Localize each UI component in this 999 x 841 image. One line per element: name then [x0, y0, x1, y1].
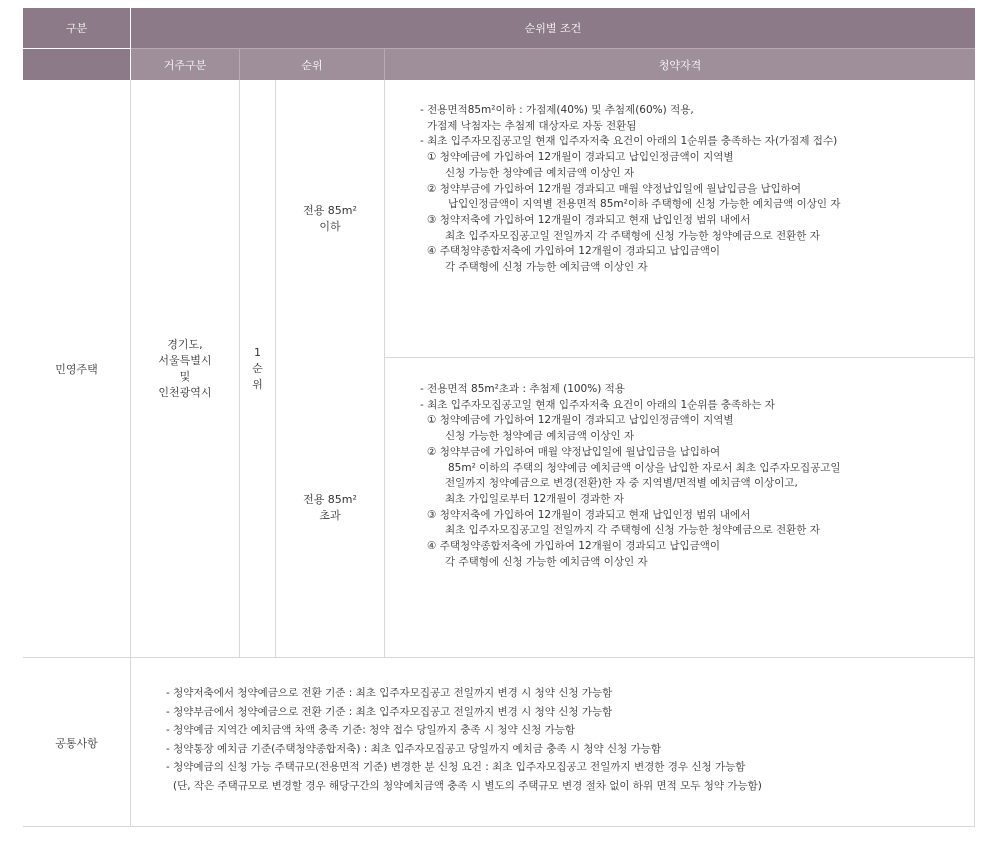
size-label: 초과: [319, 508, 341, 522]
header-row-divider: [131, 48, 975, 49]
qual-line: ① 청약예금에 가입하여 12개월이 경과되고 납입인정금액이 지역별: [427, 414, 734, 427]
qual-line: - 전용면적 85m²초과 : 추첨제 (100%) 적용: [420, 383, 625, 395]
rank-char: 순: [252, 361, 263, 375]
common-line: - 청약부금에서 청약예금으로 전환 기준 : 최초 입주자모집공고 전일까지 변경 시 청약 신청 가능함: [166, 705, 613, 718]
grid-line: [974, 80, 975, 827]
common-line: - 청약통장 예치금 기준(주택청약종합저축) : 최초 입주자모집공고 당일까지 예치금 충족 시 청약 신청 가능함: [166, 742, 662, 755]
common-label-text: 공통사항: [55, 736, 98, 750]
qual-line: ③ 청약저축에 가입하여 12개월이 경과되고 현재 납입인정 범위 내에서: [427, 213, 751, 226]
common-line: - 청약예금 지역간 예치금액 차액 충족 기준: 청약 접수 당일까지 충족 시 청약 신청 가능함: [166, 724, 576, 737]
region-line: 인천광역시: [158, 385, 212, 399]
grid-line: [384, 80, 385, 658]
common-line: (단, 작은 주택규모로 변경할 경우 해당구간의 청약예치금액 충족 시 별도의 주택규모 변경 절차 없이 하위 면적 모두 청약 가능함): [173, 779, 762, 792]
header-divider: [130, 8, 131, 80]
header-residence: [131, 49, 239, 80]
common-line: - 청약예금의 신청 가능 주택규모(전용면적 기준) 변경한 분 신청 요건 : 최초 입주자모집공고 전일까지 변경한 경우 신청 가능함: [166, 761, 746, 774]
qual-line: 전일까지 청약예금으로 변경(전환)한 자 중 지역별/면적별 예치금액 이상이고,: [445, 477, 798, 490]
rank-cell: [240, 80, 275, 657]
qual-line: - 최초 입주자모집공고일 현재 입주자저축 요건이 아래의 1순위를 충족하는 자: [420, 398, 775, 411]
region-line: 및: [179, 369, 191, 383]
qual-line: ③ 청약저축에 가입하여 12개월이 경과되고 현재 납입인정 범위 내에서: [427, 508, 751, 521]
region-line: 경기도,: [167, 337, 203, 351]
grid-line: [23, 826, 975, 827]
grid-line: [275, 80, 276, 658]
qual-line: ④ 주택청약종합저축에 가입하여 12개월이 경과되고 납입금액이: [427, 540, 721, 553]
size-label: 전용 85m²: [303, 203, 357, 217]
header-rank: [240, 49, 384, 80]
grid-line: [239, 80, 240, 658]
region-text: [158, 337, 211, 401]
private-housing-text: 민영주택: [55, 362, 98, 376]
size-under-85-text: [303, 203, 357, 235]
qual-line: ④ 주택청약종합저축에 가입하여 12개월이 경과되고 납입금액이: [427, 245, 721, 258]
header-conditions: [131, 8, 975, 48]
header-divider: [384, 49, 385, 80]
qualification-over-85: [420, 382, 841, 570]
header-qualification: [385, 49, 975, 80]
size-over-85-text: [303, 492, 357, 524]
common-content: [166, 684, 762, 796]
grid-line: [130, 80, 131, 827]
qual-line: 최초 입주자모집공고일 전일까지 각 주택형에 신청 가능한 청약예금으로 전환한 자: [445, 524, 820, 537]
subscription-qualification-table: [23, 8, 975, 827]
header-category-label: 구분: [65, 22, 88, 35]
qual-line: 최초 입주자모집공고일 전일까지 각 주택형에 신청 가능한 청약예금으로 전환한 자: [445, 229, 820, 242]
size-label: 전용 85m²: [303, 492, 357, 506]
common-label: [23, 658, 130, 827]
header-conditions-label: 순위별 조건: [524, 22, 582, 35]
qual-line: ② 청약부금에 가입하여 매월 약정납입일에 월납입금을 납입하여: [427, 445, 721, 458]
qual-line: 각 주택형에 신청 가능한 예치금액 이상인 자: [445, 555, 648, 568]
qual-line: ① 청약예금에 가입하여 12개월이 경과되고 납입인정금액이 지역별: [427, 151, 734, 164]
qual-line: - 최초 입주자모집공고일 현재 입주자저축 요건이 아래의 1순위를 충족하는 자(가점제 접수): [420, 135, 838, 148]
header-rank-label: 순위: [301, 58, 323, 72]
qualification-under-85: [420, 103, 841, 276]
region-cell: [131, 80, 239, 657]
private-housing-label: [23, 80, 130, 657]
common-line: - 청약저축에서 청약예금으로 전환 기준 : 최초 입주자모집공고 전일까지 변경 시 청약 신청 가능함: [166, 687, 613, 699]
qual-line: 신청 가능한 청약예금 예치금액 이상인 자: [445, 430, 635, 443]
header-divider: [239, 49, 240, 80]
region-line: 서울특별시: [158, 353, 212, 367]
qual-line: 납입인정금액이 지역별 전용면적 85m²이하 주택형에 신청 가능한 예치금액 이상인 자: [448, 198, 841, 211]
size-under-85-cell: [276, 80, 384, 357]
grid-line: [23, 657, 975, 658]
qual-line: - 전용면적85m²이하 : 가점제(40%) 및 추첨제(60%) 적용,: [420, 104, 694, 116]
qual-line: 85m² 이하의 주택의 청약예금 예치금액 이상을 납입한 자로서 최초 입주자모집공고일: [448, 461, 841, 474]
rank-char: 위: [252, 377, 263, 391]
header-category-spacer: [23, 49, 130, 80]
size-over-85-cell: [276, 358, 384, 657]
grid-line: [384, 357, 975, 358]
qual-line: 가점제 낙첨자는 추첨제 대상자로 자동 전환됨: [427, 119, 637, 132]
header-residence-label: 거주구분: [163, 58, 207, 72]
header-category: [23, 8, 130, 48]
qual-line: 각 주택형에 신청 가능한 예치금액 이상인 자: [445, 261, 648, 274]
rank-char: 1: [253, 345, 261, 359]
header-qualification-label: 청약자격: [658, 58, 702, 72]
qual-line: 최초 가입일로부터 12개월이 경과한 자: [445, 492, 624, 505]
qual-line: ② 청약부금에 가입하여 12개월 경과되고 매월 약정납입일에 월납입금을 납입하여: [427, 182, 802, 195]
rank-text: [252, 345, 263, 393]
qual-line: 신청 가능한 청약예금 예치금액 이상인 자: [445, 166, 635, 179]
size-label: 이하: [319, 219, 341, 233]
